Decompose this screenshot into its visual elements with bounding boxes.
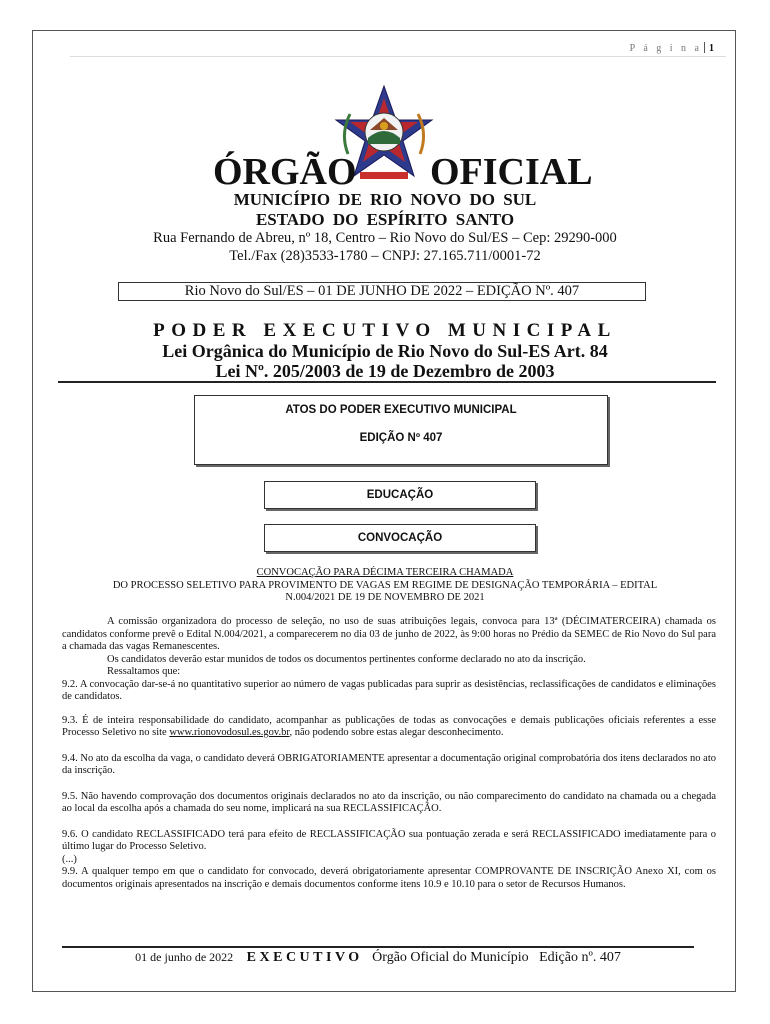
- footer-branch: EXECUTIVO: [246, 950, 363, 965]
- masthead-title-word2: OFICIAL: [430, 151, 593, 193]
- municipality-name: MUNICÍPIO DE RIO NOVO DO SUL: [233, 190, 537, 209]
- notice-subtitle-2: N.004/2021 DE 19 DE NOVEMBRO DE 2021: [285, 592, 485, 603]
- law-line-1: Lei Orgânica do Município de Rio Novo do Sul-ES Art. 84: [162, 341, 608, 361]
- section-box-education: EDUCAÇÃO: [264, 481, 536, 509]
- acts-box: [194, 395, 608, 465]
- paragraph-docs: Os candidatos deverão estar munidos de todos os documentos pertinentes conforme declarado no ato da inscrição.: [107, 653, 586, 665]
- law-line-2: Lei Nº. 205/2003 de 19 de Dezembro de 2003: [215, 361, 555, 381]
- paragraph-9-2: 9.2. A convocação dar-se-á no quantitativo superior ao número de vagas publicadas para suprir as desistências, reclassificações de candidatos e eliminações de candidatos.: [62, 678, 716, 702]
- edition-date-box: Rio Novo do Sul/ES – 01 DE JUNHO DE 2022 – EDIÇÃO Nº. 407: [118, 282, 646, 301]
- paragraph-intro: A comissão organizadora do processo de seleção, no uso de suas atribuições legais, convoca para 13ª (DÉCIMATERCEIRA) chamada os candidatos conforme prevê o Edital N.004/2021, a comparecerem no dia 03 de junho de 2022, às 9:00 horas no Prédio da SEMEC de Rio Novo do Sul para a chamada das vagas Remanescentes.: [62, 616, 716, 652]
- title-rule: [58, 381, 716, 383]
- paragraph-9-3: 9.3. É de inteira responsabilidade do candidato, acompanhar as publicações de todas as convocações e demais publicações oficiais referentes a esse Processo Seletivo no site www.rionovodosul.es.gov.br, não podendo sobre estas alegar desconhecimento.: [62, 714, 716, 738]
- notice-title: CONVOCAÇÃO PARA DÉCIMA TERCEIRA CHAMADA: [256, 567, 514, 578]
- section-box-convocation: CONVOCAÇÃO: [264, 524, 536, 552]
- paragraph-9-9: 9.9. A qualquer tempo em que o candidato for convocado, deverá obrigatoriamente apresentar COMPROVANTE DE INSCRIÇÃO Anexo XI, com os documentos originais apresentados na inscrição e demais documentos conforme itens 10.9 e 10.10 para o setor de Recursos Humanos.: [62, 866, 716, 890]
- address-line: Rua Fernando de Abreu, nº 18, Centro – Rio Novo do Sul/ES – Cep: 29290-000: [153, 230, 617, 246]
- branch-title: PODER EXECUTIVO MUNICIPAL: [153, 320, 617, 341]
- notice-body: [62, 616, 716, 891]
- state-name: ESTADO DO ESPÍRITO SANTO: [255, 210, 515, 229]
- notice-subtitle-1: DO PROCESSO SELETIVO PARA PROVIMENTO DE VAGAS EM REGIME DE DESIGNAÇÃO TEMPORÁRIA – EDITAL: [112, 580, 658, 591]
- contact-line: Tel./Fax (28)3533-1780 – CNPJ: 27.165.711/0001-72: [229, 248, 541, 264]
- acts-box-edition: EDIÇÃO Nº 407: [359, 432, 443, 444]
- paragraph-9-6: 9.6. O candidato RECLASSIFICADO terá para efeito de RECLASSIFICAÇÃO sua pontuação zerada e será RECLASSIFICADO imediatamente para o último lugar do Processo Seletivo.: [62, 828, 716, 852]
- page-number: P á g i n a 1: [629, 43, 714, 54]
- footer-rule: [62, 946, 694, 948]
- paragraph-ressaltamos: Ressaltamos que:: [107, 666, 181, 677]
- footer: [62, 950, 694, 966]
- footer-date: 01 de junho de 2022: [135, 950, 234, 964]
- footer-text: Órgão Oficial do Município Edição nº. 407: [372, 950, 621, 965]
- paragraph-9-5: 9.5. Não havendo comprovação dos documentos originais declarados no ato da inscrição, ou não comparecimento do candidato na chamada ou a chegada ao local da escolha após a chamada do seu nome, implicará na sua RECLASSIFICAÇÃO.: [62, 790, 716, 814]
- paragraph-9-4: 9.4. No ato da escolha da vaga, o candidato deverá OBRIGATORIAMENTE apresentar a documentação original comprobatória dos itens declarados no ato da inscrição.: [62, 752, 716, 776]
- website-link[interactable]: www.rionovodosul.es.gov.br: [169, 727, 290, 738]
- masthead-title-word1: ÓRGÃO: [213, 151, 357, 193]
- header-rule: [70, 56, 726, 57]
- acts-box-title: ATOS DO PODER EXECUTIVO MUNICIPAL: [285, 404, 517, 416]
- paragraph-ellipsis: (...): [62, 853, 77, 865]
